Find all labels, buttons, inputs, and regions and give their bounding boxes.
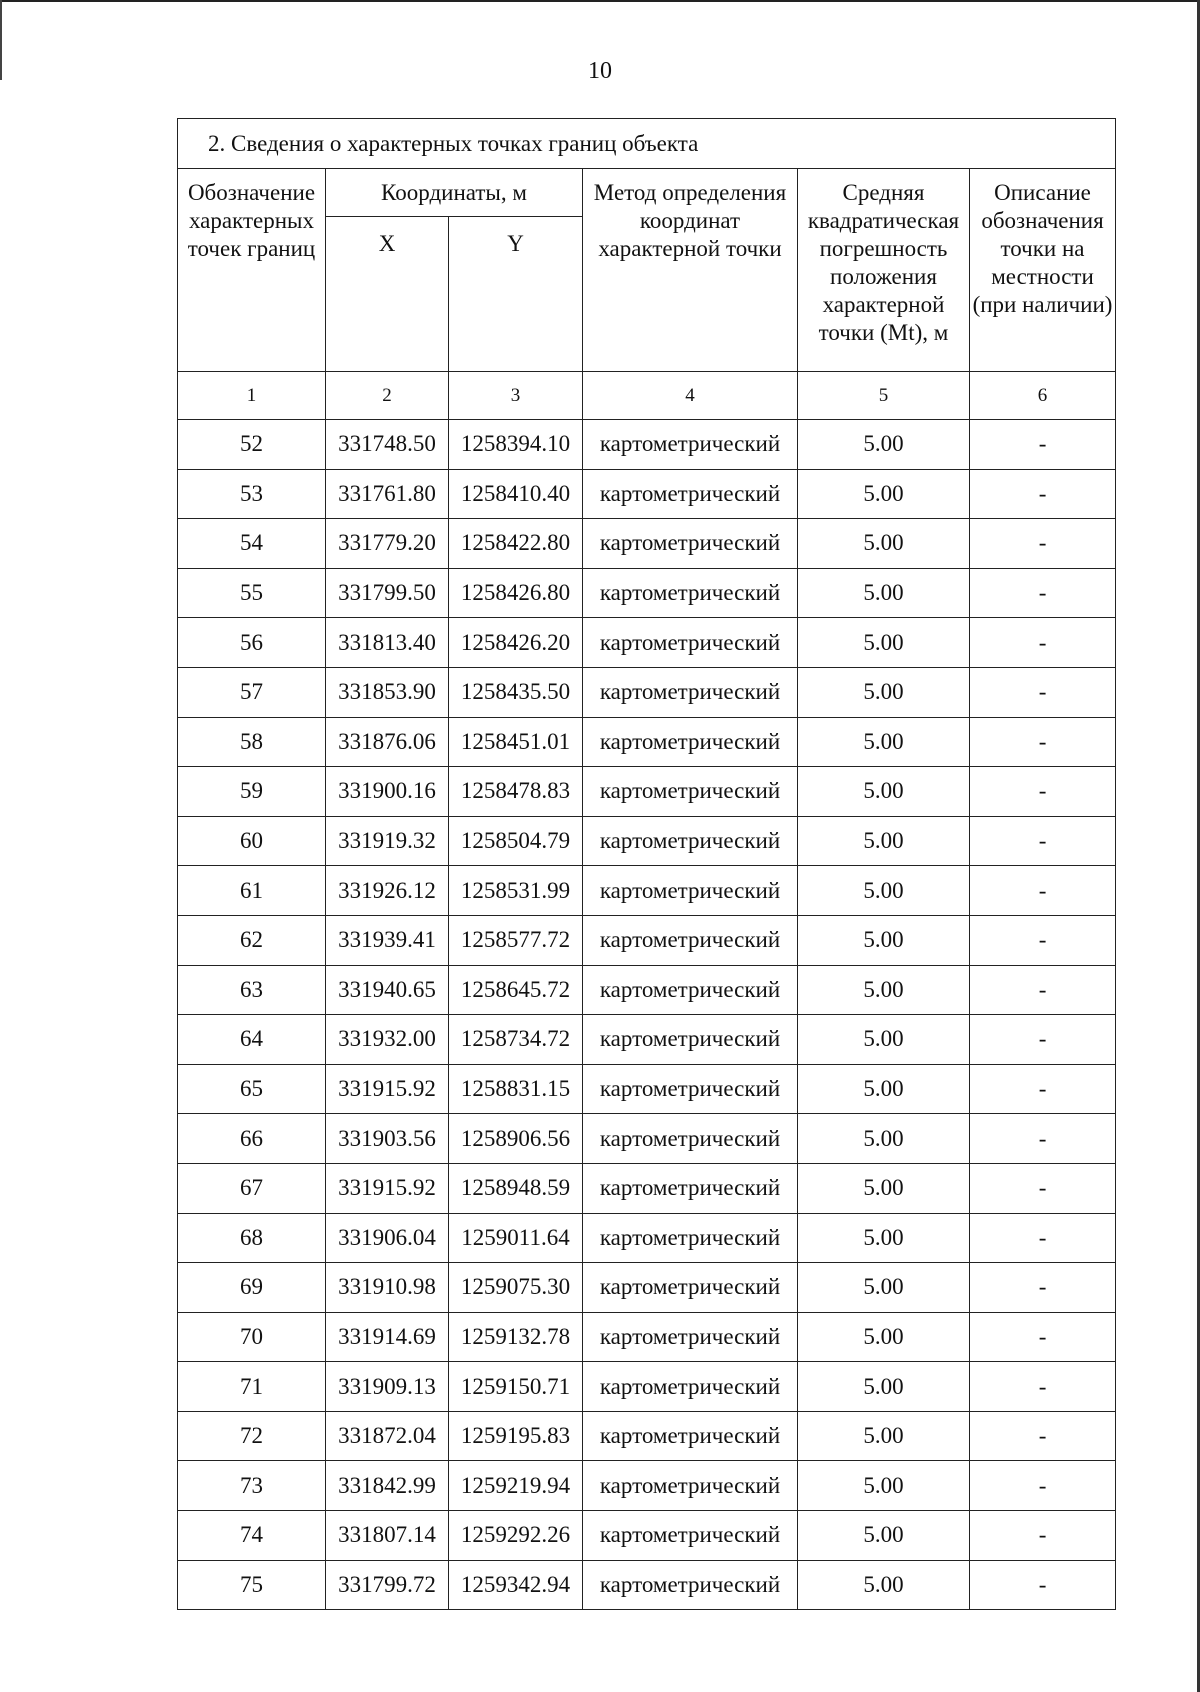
header-row <box>178 169 1116 217</box>
cell-method: картометрический <box>583 1114 798 1164</box>
cell-x: 331779.20 <box>326 519 449 569</box>
header-coordinates: Координаты, м <box>326 169 583 217</box>
cell-description: - <box>970 965 1116 1015</box>
cell-description: - <box>970 1114 1116 1164</box>
cell-method: картометрический <box>583 618 798 668</box>
cell-method: картометрический <box>583 1312 798 1362</box>
cell-description: - <box>970 618 1116 668</box>
cell-error: 5.00 <box>798 1362 970 1412</box>
table-row <box>178 519 1116 569</box>
cell-point-id: 72 <box>178 1411 326 1461</box>
cell-description: - <box>970 1163 1116 1213</box>
cell-error: 5.00 <box>798 816 970 866</box>
cell-description: - <box>970 1213 1116 1263</box>
cell-x: 331799.72 <box>326 1560 449 1610</box>
cell-y: 1259011.64 <box>449 1213 583 1263</box>
table-row <box>178 1015 1116 1065</box>
cell-x: 331872.04 <box>326 1411 449 1461</box>
cell-description: - <box>970 469 1116 519</box>
cell-y: 1259342.94 <box>449 1560 583 1610</box>
table-row <box>178 1411 1116 1461</box>
header-description: Описание обозначения точки на местности (при наличии) <box>970 169 1116 372</box>
cell-error: 5.00 <box>798 1263 970 1313</box>
scan-border-top <box>0 0 1200 8</box>
cell-y: 1259132.78 <box>449 1312 583 1362</box>
table-row <box>178 767 1116 817</box>
cell-x: 331915.92 <box>326 1064 449 1114</box>
page-number: 10 <box>588 58 612 84</box>
table-row <box>178 717 1116 767</box>
cell-point-id: 71 <box>178 1362 326 1412</box>
header-x: X <box>326 217 449 372</box>
cell-error: 5.00 <box>798 717 970 767</box>
cell-x: 331876.06 <box>326 717 449 767</box>
cell-error: 5.00 <box>798 1560 970 1610</box>
cell-point-id: 60 <box>178 816 326 866</box>
cell-y: 1258504.79 <box>449 816 583 866</box>
cell-x: 331799.50 <box>326 568 449 618</box>
cell-description: - <box>970 1064 1116 1114</box>
cell-error: 5.00 <box>798 1114 970 1164</box>
cell-description: - <box>970 1312 1116 1362</box>
cell-description: - <box>970 767 1116 817</box>
column-number-row <box>178 372 1116 420</box>
cell-method: картометрический <box>583 965 798 1015</box>
cell-y: 1258645.72 <box>449 965 583 1015</box>
cell-point-id: 65 <box>178 1064 326 1114</box>
cell-x: 331853.90 <box>326 667 449 717</box>
cell-point-id: 59 <box>178 767 326 817</box>
table-row <box>178 1362 1116 1412</box>
cell-error: 5.00 <box>798 667 970 717</box>
cell-error: 5.00 <box>798 469 970 519</box>
cell-x: 331813.40 <box>326 618 449 668</box>
cell-y: 1259195.83 <box>449 1411 583 1461</box>
table-row <box>178 1114 1116 1164</box>
cell-y: 1258394.10 <box>449 420 583 470</box>
cell-method: картометрический <box>583 469 798 519</box>
cell-description: - <box>970 568 1116 618</box>
cell-method: картометрический <box>583 1163 798 1213</box>
cell-y: 1259292.26 <box>449 1511 583 1561</box>
table-row <box>178 1263 1116 1313</box>
table-row <box>178 1511 1116 1561</box>
cell-point-id: 67 <box>178 1163 326 1213</box>
cell-x: 331900.16 <box>326 767 449 817</box>
cell-y: 1258422.80 <box>449 519 583 569</box>
cell-description: - <box>970 1560 1116 1610</box>
cell-point-id: 53 <box>178 469 326 519</box>
cell-method: картометрический <box>583 1064 798 1114</box>
table-row <box>178 1312 1116 1362</box>
table-row <box>178 1064 1116 1114</box>
cell-y: 1258435.50 <box>449 667 583 717</box>
cell-y: 1259219.94 <box>449 1461 583 1511</box>
cell-y: 1258531.99 <box>449 866 583 916</box>
boundary-points-table <box>177 118 1116 1610</box>
cell-method: картометрический <box>583 767 798 817</box>
cell-description: - <box>970 1511 1116 1561</box>
cell-point-id: 56 <box>178 618 326 668</box>
cell-error: 5.00 <box>798 1213 970 1263</box>
cell-error: 5.00 <box>798 519 970 569</box>
cell-x: 331940.65 <box>326 965 449 1015</box>
table-row <box>178 667 1116 717</box>
cell-method: картометрический <box>583 1213 798 1263</box>
cell-point-id: 73 <box>178 1461 326 1511</box>
table-row <box>178 915 1116 965</box>
table-body <box>178 119 1116 1610</box>
header-error: Средняя квадратическая погрешность положения характерной точки (Mt), м <box>798 169 970 372</box>
cell-y: 1258426.80 <box>449 568 583 618</box>
cell-method: картометрический <box>583 717 798 767</box>
cell-description: - <box>970 519 1116 569</box>
cell-method: картометрический <box>583 1461 798 1511</box>
cell-point-id: 63 <box>178 965 326 1015</box>
cell-point-id: 64 <box>178 1015 326 1065</box>
header-method: Метод определения координат характерной точки <box>583 169 798 372</box>
cell-y: 1258734.72 <box>449 1015 583 1065</box>
cell-x: 331748.50 <box>326 420 449 470</box>
cell-y: 1259075.30 <box>449 1263 583 1313</box>
cell-description: - <box>970 1461 1116 1511</box>
cell-method: картометрический <box>583 519 798 569</box>
cell-method: картометрический <box>583 866 798 916</box>
cell-x: 331919.32 <box>326 816 449 866</box>
cell-x: 331939.41 <box>326 915 449 965</box>
column-number: 3 <box>449 372 583 420</box>
cell-error: 5.00 <box>798 1312 970 1362</box>
column-number: 1 <box>178 372 326 420</box>
table-row <box>178 1213 1116 1263</box>
table-row <box>178 1560 1116 1610</box>
table-row <box>178 866 1116 916</box>
cell-error: 5.00 <box>798 915 970 965</box>
column-number: 4 <box>583 372 798 420</box>
cell-method: картометрический <box>583 1411 798 1461</box>
cell-description: - <box>970 866 1116 916</box>
table-row <box>178 1163 1116 1213</box>
cell-y: 1259150.71 <box>449 1362 583 1412</box>
cell-y: 1258906.56 <box>449 1114 583 1164</box>
cell-x: 331842.99 <box>326 1461 449 1511</box>
cell-y: 1258451.01 <box>449 717 583 767</box>
cell-method: картометрический <box>583 1560 798 1610</box>
table-row <box>178 618 1116 668</box>
cell-description: - <box>970 1263 1116 1313</box>
cell-error: 5.00 <box>798 1163 970 1213</box>
header-designation: Обозначение характерных точек границ <box>178 169 326 372</box>
cell-x: 331807.14 <box>326 1511 449 1561</box>
cell-method: картометрический <box>583 1362 798 1412</box>
cell-method: картометрический <box>583 420 798 470</box>
cell-error: 5.00 <box>798 1064 970 1114</box>
table-row <box>178 469 1116 519</box>
cell-point-id: 62 <box>178 915 326 965</box>
cell-y: 1258478.83 <box>449 767 583 817</box>
table-title-row <box>178 119 1116 169</box>
column-number: 6 <box>970 372 1116 420</box>
cell-x: 331932.00 <box>326 1015 449 1065</box>
cell-description: - <box>970 915 1116 965</box>
header-y: Y <box>449 217 583 372</box>
cell-y: 1258948.59 <box>449 1163 583 1213</box>
cell-point-id: 69 <box>178 1263 326 1313</box>
cell-point-id: 58 <box>178 717 326 767</box>
cell-point-id: 54 <box>178 519 326 569</box>
column-number: 2 <box>326 372 449 420</box>
cell-description: - <box>970 1015 1116 1065</box>
cell-y: 1258410.40 <box>449 469 583 519</box>
cell-x: 331906.04 <box>326 1213 449 1263</box>
table-row <box>178 420 1116 470</box>
cell-point-id: 75 <box>178 1560 326 1610</box>
cell-point-id: 68 <box>178 1213 326 1263</box>
cell-x: 331926.12 <box>326 866 449 916</box>
cell-method: картометрический <box>583 1015 798 1065</box>
table-row <box>178 816 1116 866</box>
cell-description: - <box>970 1411 1116 1461</box>
cell-method: картометрический <box>583 1511 798 1561</box>
cell-error: 5.00 <box>798 866 970 916</box>
cell-error: 5.00 <box>798 618 970 668</box>
cell-x: 331915.92 <box>326 1163 449 1213</box>
cell-error: 5.00 <box>798 767 970 817</box>
cell-method: картометрический <box>583 568 798 618</box>
cell-x: 331761.80 <box>326 469 449 519</box>
cell-point-id: 61 <box>178 866 326 916</box>
cell-y: 1258831.15 <box>449 1064 583 1114</box>
cell-error: 5.00 <box>798 1411 970 1461</box>
cell-point-id: 52 <box>178 420 326 470</box>
cell-x: 331910.98 <box>326 1263 449 1313</box>
cell-description: - <box>970 816 1116 866</box>
cell-description: - <box>970 717 1116 767</box>
table-row <box>178 1461 1116 1511</box>
cell-method: картометрический <box>583 1263 798 1313</box>
cell-x: 331903.56 <box>326 1114 449 1164</box>
cell-method: картометрический <box>583 915 798 965</box>
cell-x: 331909.13 <box>326 1362 449 1412</box>
cell-error: 5.00 <box>798 965 970 1015</box>
cell-error: 5.00 <box>798 568 970 618</box>
cell-method: картометрический <box>583 667 798 717</box>
table-row <box>178 568 1116 618</box>
cell-y: 1258577.72 <box>449 915 583 965</box>
cell-error: 5.00 <box>798 1511 970 1561</box>
cell-error: 5.00 <box>798 1461 970 1511</box>
cell-point-id: 74 <box>178 1511 326 1561</box>
cell-description: - <box>970 420 1116 470</box>
section-title: 2. Сведения о характерных точках границ объекта <box>178 119 1116 169</box>
cell-point-id: 57 <box>178 667 326 717</box>
cell-x: 331914.69 <box>326 1312 449 1362</box>
cell-point-id: 70 <box>178 1312 326 1362</box>
column-number: 5 <box>798 372 970 420</box>
cell-point-id: 66 <box>178 1114 326 1164</box>
cell-description: - <box>970 1362 1116 1412</box>
cell-point-id: 55 <box>178 568 326 618</box>
cell-method: картометрический <box>583 816 798 866</box>
table-row <box>178 965 1116 1015</box>
cell-error: 5.00 <box>798 1015 970 1065</box>
cell-error: 5.00 <box>798 420 970 470</box>
cell-description: - <box>970 667 1116 717</box>
cell-y: 1258426.20 <box>449 618 583 668</box>
